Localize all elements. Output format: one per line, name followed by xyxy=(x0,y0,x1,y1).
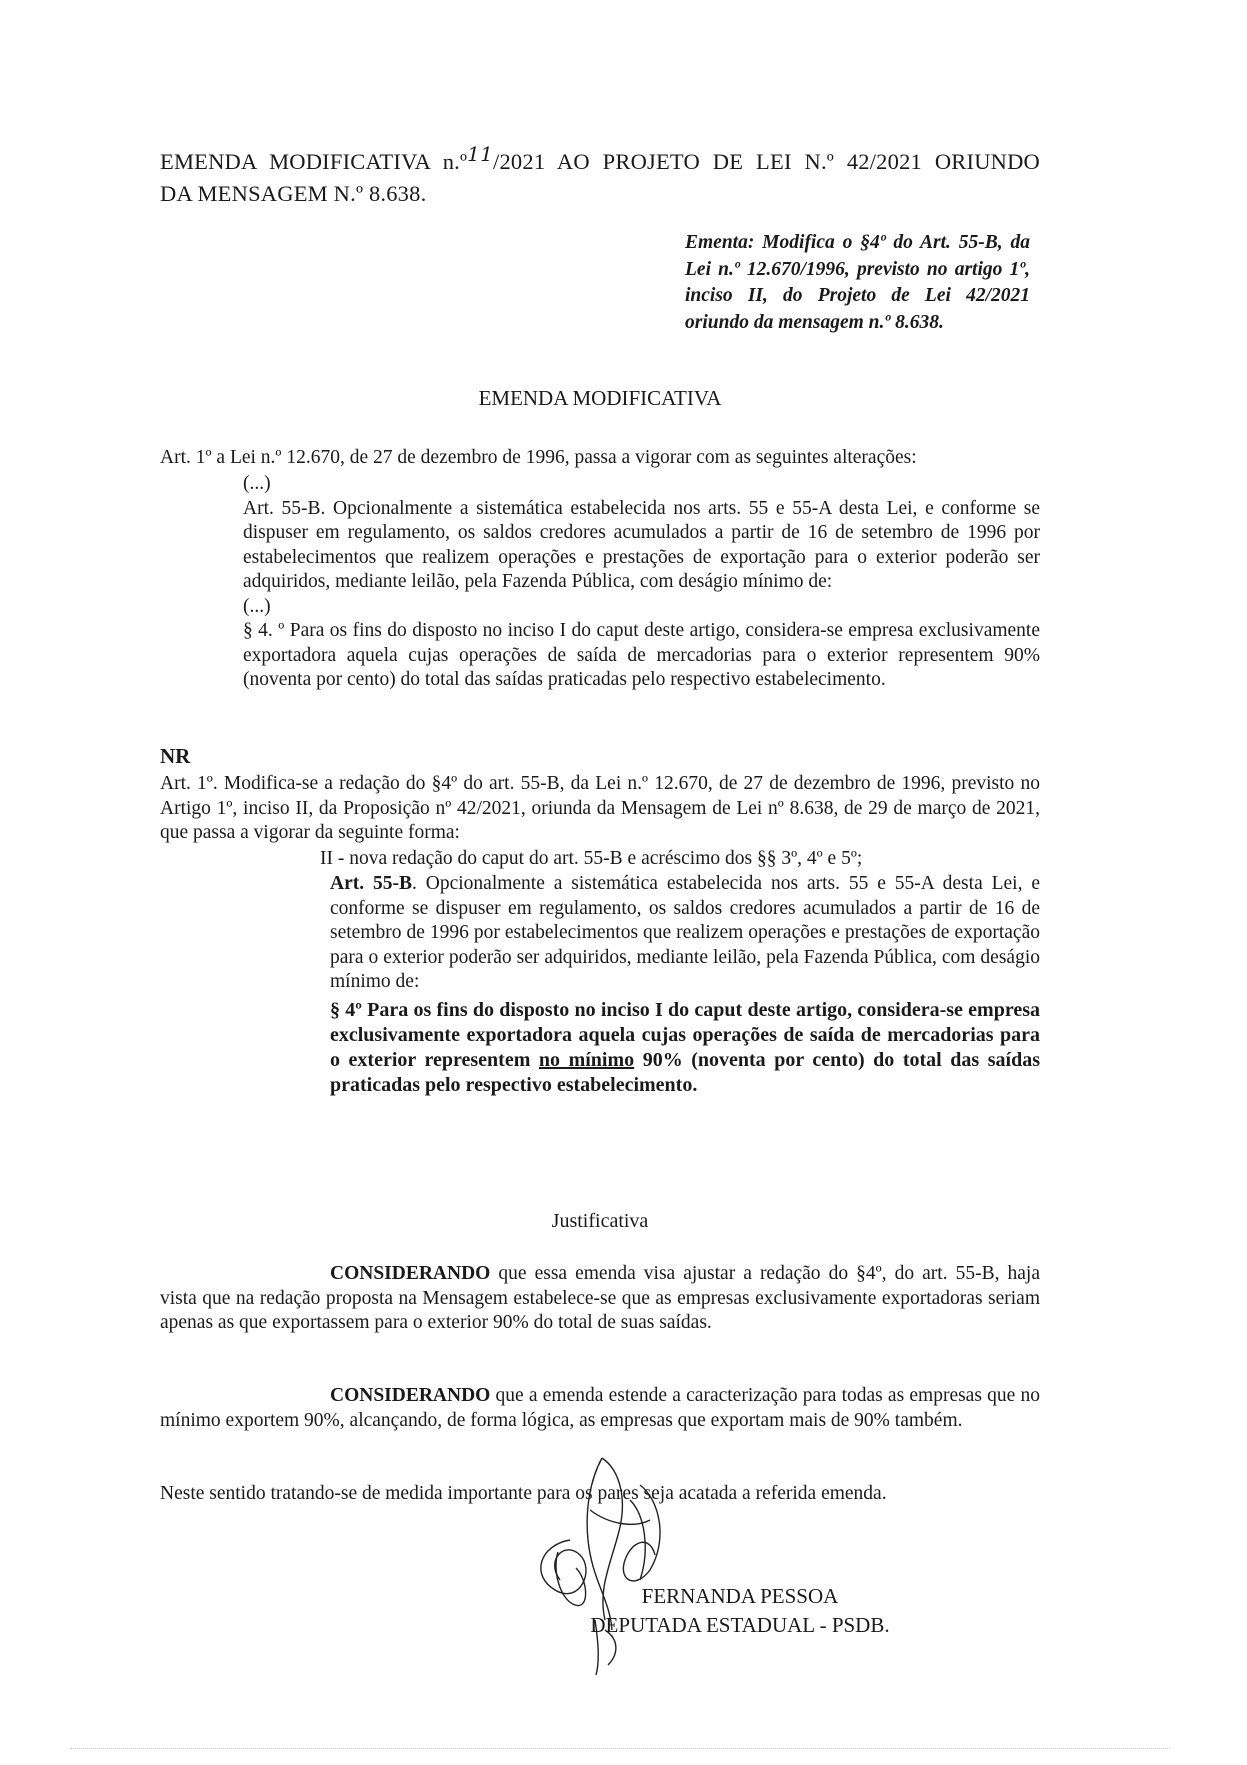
amended-text-block xyxy=(243,472,1040,693)
scan-edge-line xyxy=(70,1748,1170,1749)
handwritten-number: 11 xyxy=(467,142,494,166)
handwritten-signature xyxy=(500,1440,700,1680)
art55b-new xyxy=(330,872,1040,995)
nr-article-1: Art. 1º. Modifica-se a redação do §4º do art. 55-B, da Lei n.º 12.670, de 27 de dezembro de 1996, previsto no Artigo 1º, inciso II, da Proposição nº 42/2021, oriunda da Mensagem de Lei nº 8.638, de 29 de março de 2021, que passa a vigorar da seguinte forma: xyxy=(160,773,1040,843)
signatory-name: FERNANDA PESSOA xyxy=(641,1584,839,1608)
par4-new-before: § 4º Para os fins do disposto no inciso I do caput deste artigo, considera-se empresa exclusivamente exportadora aquela cujas operações de saída de mercadorias para o exterior representem xyxy=(330,998,1040,1071)
justificativa-heading: Justificativa xyxy=(551,1210,649,1232)
title-line-1 xyxy=(160,142,1040,178)
art1-intro: Art. 1º a Lei n.º 12.670, de 27 de dezembro de 1996, passa a vigorar com as seguintes alterações: xyxy=(160,447,917,468)
par4-new-underlined: no mínimo xyxy=(538,1048,635,1071)
considerando-label-2: CONSIDERANDO xyxy=(330,1385,491,1406)
title-prefix: EMENDA MODIFICATIVA n.º xyxy=(160,149,468,174)
signature-block xyxy=(300,1582,1180,1640)
title-line-2: DA MENSAGEM N.º 8.638. xyxy=(160,181,427,206)
title-suffix: /2021 AO PROJETO DE LEI N.º 42/2021 ORIUNDO xyxy=(493,149,1040,174)
justif-p2-text: que a emenda estende a caracterização para todas as empresas que no mínimo exportem 90%, alcançando, de forma lógica, as empresas que exportam mais de 90% também. xyxy=(160,1385,1040,1431)
considerando-label-1: CONSIDERANDO xyxy=(330,1263,491,1284)
paragraph-4-new xyxy=(330,998,1040,1098)
par4-new-after: 90% (noventa por cento) do total das saídas praticadas pelo respectivo estabelecimento. xyxy=(330,1048,1040,1096)
new-wording-block xyxy=(330,872,1040,1098)
justif-p1-text: que essa emenda visa ajustar a redação do §4º, do art. 55-B, haja vista que na redação proposta na Mensagem estabelece-se que as empresas exclusivamente exportadoras seriam apenas as que exportassem para o exterior 90% do total de suas saídas. xyxy=(160,1263,1040,1333)
art55b-original: Art. 55-B. Opcionalmente a sistemática estabelecida nos arts. 55 e 55-A desta Lei, e conforme se dispuser em regulamento, os saldos credores acumulados a partir de 16 de setembro de 1996 por estabelecimentos que realizem operações e prestações de exportação para o exterior poderão ser adquiridos, mediante leilão, pela Fazenda Pública, com deságio mínimo de: xyxy=(243,497,1040,592)
signatory-role: DEPUTADA ESTADUAL - PSDB. xyxy=(590,1613,890,1637)
nr-label: NR xyxy=(160,744,191,768)
item-ii: II - nova redação do caput do art. 55-B e acréscimo dos §§ 3º, 4º e 5º; xyxy=(320,848,863,869)
ellipsis-2: (...) xyxy=(243,595,271,617)
art55b-label: Art. 55-B xyxy=(330,873,412,894)
justificativa-paragraph-2 xyxy=(160,1384,1040,1433)
art55b-new-text: . Opcionalmente a sistemática estabelecida nos arts. 55 e 55-A desta Lei, e conforme se dispuser em regulamento, os saldos credores acumulados a partir de 16 de setembro de 1996 por estabelecimentos que realizem operações e prestações de exportação para o exterior poderão ser adquiridos, mediante leilão, pela Fazenda Pública, com deságio mínimo de: xyxy=(330,873,1041,992)
section-heading: EMENDA MODIFICATIVA xyxy=(478,386,722,410)
ementa-block: Ementa: Modifica o §4º do Art. 55-B, da Lei n.º 12.670/1996, previsto no artigo 1º, inciso II, do Projeto de Lei 42/2021 oriundo da mensagem n.º 8.638. xyxy=(685,232,1030,333)
document-title xyxy=(160,142,1040,209)
justificativa-paragraph-3: Neste sentido tratando-se de medida importante para os pares seja acatada a referida emenda. xyxy=(160,1483,887,1504)
paragraph-4-original: § 4. º Para os fins do disposto no inciso I do caput deste artigo, considera-se empresa exclusivamente exportadora aquela cujas operações de saída de mercadorias para o exterior representem 90% (noventa por cento) do total das saídas praticadas pelo respectivo estabelecimento. xyxy=(243,620,1040,690)
ellipsis-1: (...) xyxy=(243,473,271,494)
justificativa-paragraph-1 xyxy=(160,1262,1040,1336)
